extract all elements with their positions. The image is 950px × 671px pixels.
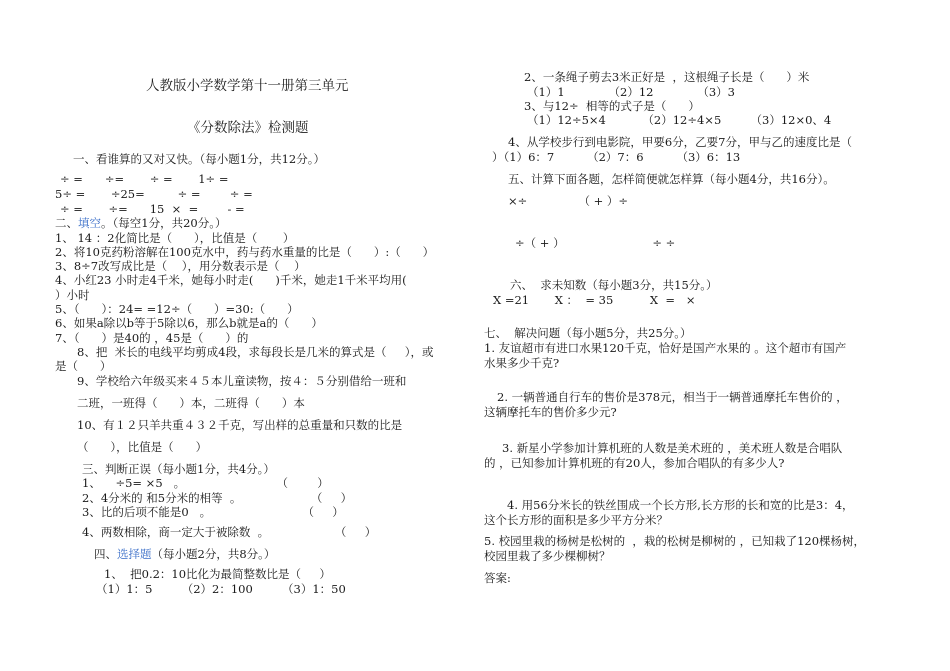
section-4-question-4-line-2: ）（1）6：7 （2）7：6 （3）6：13: [492, 150, 741, 164]
section-6-equations: Χ =21 Χ ： = 35 Χ = ×: [493, 293, 696, 307]
section-3-question-1: 1、 ÷5= ×5 。 （ ）: [82, 476, 329, 490]
section-4-number: 四、: [94, 547, 117, 561]
section-4-question-1-options: （1）1：5 （2）2：100 （3）1：50: [96, 582, 346, 596]
section-7-problem-4-line-2: 这个长方形的面积是多少平方分米？: [484, 513, 668, 527]
section-3-question-4: 4、两数相除，商一定大于被除数 。 （ ）: [82, 525, 377, 539]
section-2-question-4-line-2: ）小时: [55, 288, 90, 302]
section-2-question-8-line-1: 8、把 米长的电线平均剪成4段，求每段长是几米的算式是（ ），或: [77, 345, 434, 359]
section-7-problem-3-line-2: 的 ，已知参加计算机班的有20人，参加合唱队的有多少人?: [484, 456, 785, 470]
section-2-question-9-line-2: 二班，一班得（ ）本，二班得（ ）本: [77, 396, 305, 410]
section-2-question-9-line-1: 9、学校给六年级买来４５本儿童读物，按４：５分别借给一班和: [77, 374, 407, 388]
section-5-row-1: ×÷ （ + ）÷: [508, 194, 629, 208]
section-7-problem-5-line-2: 校园里栽了多少棵柳树？: [484, 549, 611, 563]
section-4-question-3: 3、与12÷ 相等的式子是（ ）: [524, 99, 700, 113]
section-3-heading: 三、判断正误（每小题1分，共4分。）: [82, 462, 275, 476]
document-title: 人教版小学数学第十一册第三单元: [146, 78, 349, 94]
section-2-question-5: 5、（ ）：24= =12÷（ ）=30:（ ）: [55, 302, 299, 316]
section-4-question-1: 1、 把0.2：10比化为最简整数比是（ ）: [104, 567, 331, 581]
section-4-question-2-options: （1）1 （2）12 （3）3: [527, 85, 735, 99]
section-7-problem-3-line-1: 3. 新星小学参加计算机班的人数是美术班的 ，美术班人数是合唱队: [502, 441, 843, 455]
section-1-row-2: 5÷ = ÷25= ÷ = ÷ =: [55, 187, 253, 201]
section-4-heading-rest: （每小题2分，共8分。）: [151, 547, 276, 561]
section-2-question-3: 3、8÷7改写成比是（ ），用分数表示是（ ）: [55, 259, 306, 273]
section-2-number: 二、: [55, 216, 78, 230]
section-4-question-3-options: （1）12÷5×4 （2）12÷4×5 （3）12×0、4: [527, 113, 832, 127]
section-1-row-1: ÷ = ÷= ÷ = 1÷ =: [60, 172, 229, 186]
section-6-heading: 六、 求未知数（每小题3分，共15分。）: [510, 278, 718, 292]
section-7-problem-2-line-1: 2. 一辆普通自行车的售价是378元，相当于一辆普通摩托车售价的 ，: [497, 390, 848, 404]
answer-label: 答案:: [484, 571, 511, 585]
section-4-link-word[interactable]: 选择题: [117, 547, 152, 561]
section-2-heading: [55, 216, 226, 230]
section-2-question-1: 1、 14 ：2化简比是（ ），比值是（ ）: [55, 231, 295, 245]
section-4-question-2: 2、一条绳子剪去3米正好是 ，这根绳子长是（ ）米: [524, 70, 810, 84]
section-5-heading: 五、计算下面各题，怎样简便就怎样算（每小题4分，共16分）。: [508, 172, 835, 186]
section-3-question-2: 2、4分米的 和5分米的相等 。 （ ）: [82, 491, 353, 505]
section-2-link-word[interactable]: 填空: [78, 216, 101, 230]
section-4-question-4-line-1: 4、从学校步行到电影院，甲要6分，乙要7分，甲与乙的速度比是（: [508, 135, 852, 149]
section-2-heading-rest: 。（每空1分，共20分。）: [101, 216, 227, 230]
section-2-question-8-line-2: 是（ ）: [55, 359, 112, 373]
section-7-problem-5-line-1: 5. 校园里栽的杨树是松树的 ，栽的松树是柳树的 ，已知栽了120棵杨树，: [484, 534, 866, 548]
section-7-problem-1-line-2: 水果多少千克?: [484, 356, 560, 370]
section-5-row-2: ÷（ + ） ÷ ÷: [515, 236, 676, 250]
section-2-question-2: 2、将10克药粉溶解在100克水中，药与药水重量的比是（ ）:（ ）: [55, 245, 435, 259]
section-2-question-4-line-1: 4、小红23 小时走4千米，她每小时走( )千米，她走1千米平均用(: [55, 273, 407, 287]
document-subtitle: 《分数除法》检测题: [187, 120, 309, 136]
section-2-question-10-line-1: 10、有１２只羊共重４３２千克，写出样的总重量和只数的比是: [77, 418, 403, 432]
section-7-problem-1-line-1: 1. 友谊超市有进口水果120千克，恰好是国产水果的 。这个超市有国产: [484, 341, 847, 355]
section-7-problem-4-line-1: 4. 用56分米长的铁丝围成一个长方形,长方形的长和宽的比是3：4，: [507, 498, 854, 512]
section-7-problem-2-line-2: 这辆摩托车的售价多少元?: [484, 405, 617, 419]
section-2-question-6: 6、如果a除以b等于5除以6，那么b就是a的（ ）: [55, 316, 323, 330]
section-1-heading: 一、看谁算的又对又快。（每小题1分，共12分。）: [73, 152, 325, 166]
section-2-question-10-line-2: （ ），比值是（ ）: [77, 440, 208, 454]
section-3-question-3: 3、比的后项不能是0 。 （ ）: [82, 505, 344, 519]
section-7-heading: 七、 解决问题（每小题5分，共25分。）: [484, 326, 692, 340]
section-1-row-3: ÷ = ÷= 15 × = - =: [60, 202, 245, 216]
section-4-heading: [94, 547, 275, 561]
section-2-question-7: 7、（ ）是40的 ，45是（ ）的: [55, 331, 249, 345]
